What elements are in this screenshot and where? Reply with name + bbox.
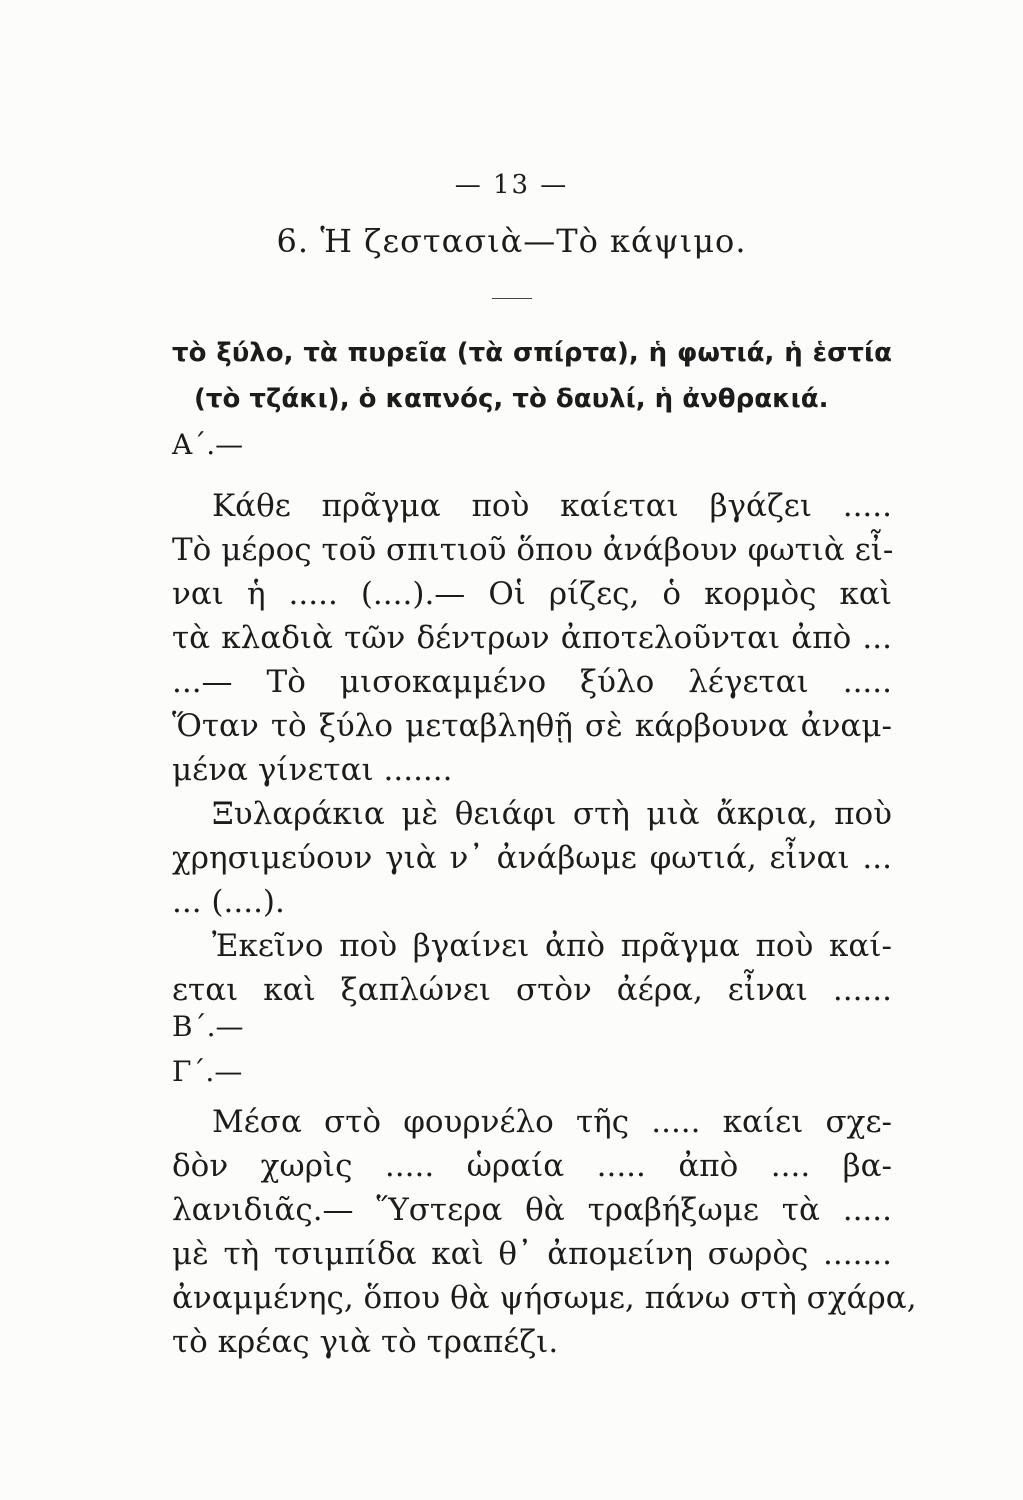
text-line: Ὅταν τὸ ξύλο μεταβληθῇ σὲ κάρβουνα ἀναμ- xyxy=(172,708,892,744)
page-number: — 13 — xyxy=(454,170,569,200)
text-line: Ἐκεῖνο ποὺ βγαίνει ἀπὸ πρᾶγμα ποὺ καί- xyxy=(212,928,892,964)
text-line: ναι ἡ ..... (....).— Οἱ ρίζες, ὁ κορμὸς καὶ xyxy=(172,576,892,612)
text-line: ... (....). xyxy=(172,884,285,920)
text-line: Τὸ μέρος τοῦ σπιτιοῦ ὅπου ἀνάβουν φωτιὰ εἶ- xyxy=(172,532,894,568)
text-line: Ξυλαράκια μὲ θειάφι στὴ μιὰ ἄκρια, ποὺ xyxy=(212,796,892,832)
exercise-label-b: Β΄.— xyxy=(172,1010,244,1043)
exercise-c-text xyxy=(172,1100,917,1364)
text-line: Κάθε πρᾶγμα ποὺ καίεται βγάζει ..... xyxy=(212,488,892,524)
exercise-label-c: Γ΄.— xyxy=(172,1055,243,1088)
exercise-a-text xyxy=(172,484,892,1012)
text-line: ἀναμμένης, ὅπου θὰ ψήσωμε, πάνω στὴ σχάρα, xyxy=(172,1280,917,1316)
section-title: 6. Ἡ ζεστασιὰ—Τὸ κάψιμο. xyxy=(276,222,747,260)
text-line: δὸν χωρὶς ..... ὡραία ..... ἀπὸ .... βα- xyxy=(172,1148,892,1184)
vocabulary-line-2: (τὸ τζάκι), ὁ καπνός, τὸ δαυλί, ἡ ἀνθρακιά. xyxy=(194,384,829,414)
text-line: τὰ κλαδιὰ τῶν δέντρων ἀποτελοῦνται ἀπὸ ... xyxy=(172,620,892,656)
title-divider xyxy=(492,298,532,299)
text-line: Μέσα στὸ φουρνέλο τῆς ..... καίει σχε- xyxy=(212,1104,892,1140)
text-line: μένα γίνεται ....... xyxy=(172,752,453,788)
text-line: ...— Τὸ μισοκαμμένο ξύλο λέγεται ..... xyxy=(172,664,892,700)
text-line: λανιδιᾶς.— Ὕστερα θὰ τραβήξωμε τὰ ..... xyxy=(172,1192,892,1228)
exercise-label-a: Α΄.— xyxy=(172,428,244,461)
text-line: τὸ κρέας γιὰ τὸ τραπέζι. xyxy=(172,1324,559,1360)
vocabulary-line-1: τὸ ξύλο, τὰ πυρεῖα (τὰ σπίρτα), ἡ φωτιά, ἡ ἑστία xyxy=(172,338,892,368)
vocabulary-list xyxy=(172,330,892,422)
text-line: εται καὶ ξαπλώνει στὸν ἀέρα, εἶναι ...... xyxy=(172,972,892,1008)
text-line: χρησιμεύουν γιὰ ν᾿ ἀνάβωμε φωτιά, εἶναι ... xyxy=(172,840,892,876)
text-line: μὲ τὴ τσιμπίδα καὶ θ᾿ ἀπομείνη σωρὸς ....... xyxy=(172,1236,892,1272)
